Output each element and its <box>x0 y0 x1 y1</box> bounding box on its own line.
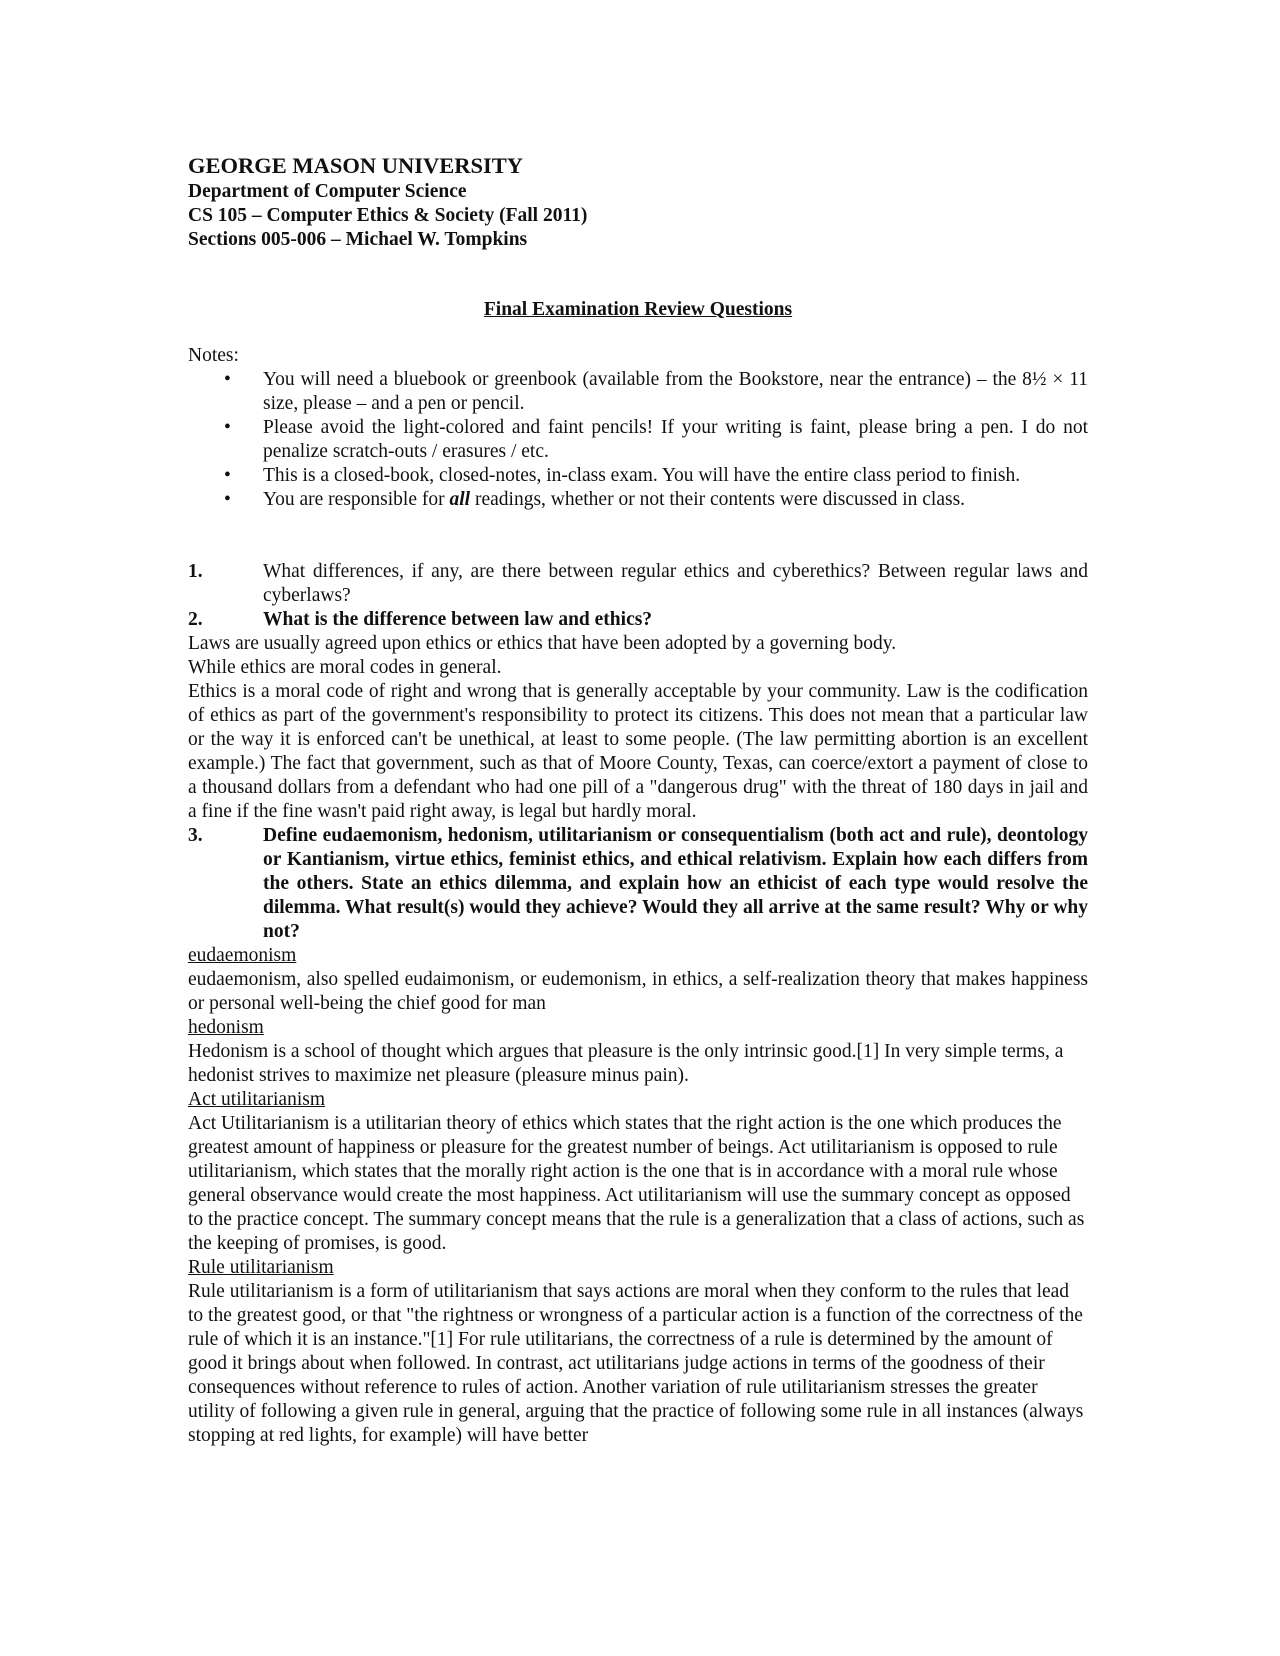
question-text: What differences, if any, are there between regular ethics and cyberethics? Between regular laws and cyberlaws? <box>263 561 1088 606</box>
university-name: GEORGE MASON UNIVERSITY <box>188 153 524 178</box>
note-item <box>188 488 1088 512</box>
question-text: Define eudaemonism, hedonism, utilitarianism or consequentialism (both act and rule), deontology or Kantianism, virtue ethics, feminist ethics, and ethical relativism. Explain how each differs from the others. State an ethics dilemma, and explain how an ethicist of each type would resolve the dilemma. What result(s) would they achieve? Would they all arrive at the same result? Why or why not? <box>263 825 1088 942</box>
spacer <box>188 512 1088 560</box>
answer-paragraph: Ethics is a moral code of right and wrong that is generally acceptable by your community. Law is the codification of ethics as part of the government's responsibility to protect its citizens. This does not mean that a particular law or the way it is enforced can't be unethical, at least to some people. (The law permitting abortion is an excellent example.) The fact that government, such as that of Moore County, Texas, can coerce/extort a payment of close to a thousand dollars from a defendant who had one pill of a "dangerous drug" with the threat of 180 days in jail and a fine if the fine wasn't paid right away, is legal but hardly moral. <box>188 681 1088 822</box>
note-emphasis: all <box>449 489 471 510</box>
question-2 <box>188 608 1088 632</box>
note-text: This is a closed-book, closed-notes, in-class exam. You will have the entire class period to finish. <box>263 465 1021 486</box>
question-text: What is the difference between law and ethics? <box>263 609 653 630</box>
course-name: CS 105 – Computer Ethics & Society (Fall 2011) <box>188 205 588 226</box>
term-definition: Rule utilitarianism is a form of utilitarianism that says actions are moral when they conform to the rules that lead to the greatest good, or that "the rightness or wrongness of a particular action is a function of the correctness of the rule of which it is an instance."[1] For rule utilitarians, the correctness of a rule is determined by the amount of good it brings about when followed. In contrast, act utilitarians judge actions in terms of the goodness of their consequences without reference to rules of action. Another variation of rule utilitarianism stresses the greater utility of following a given rule in general, arguing that the practice of following some rule in all instances (always stopping at red lights, for example) will have better <box>188 1281 1084 1446</box>
notes-list <box>188 368 1088 512</box>
bullet-icon: • <box>224 417 231 438</box>
department-name: Department of Computer Science <box>188 181 467 202</box>
note-text: Please avoid the light-colored and faint pencils! If your writing is faint, please bring a pen. I do not penalize scratch-outs / erasures / etc. <box>263 417 1088 462</box>
note-item <box>188 368 1088 416</box>
term-definition: eudaemonism, also spelled eudaimonism, or eudemonism, in ethics, a self-realization theory that makes happiness or personal well-being the chief good for man <box>188 969 1088 1014</box>
bullet-icon: • <box>224 489 231 510</box>
term-heading: Act utilitarianism <box>188 1089 326 1110</box>
bullet-icon: • <box>224 369 231 390</box>
note-text-after: readings, whether or not their contents were discussed in class. <box>470 489 966 510</box>
term-definition: Hedonism is a school of thought which argues that pleasure is the only intrinsic good.[1] In very simple terms, a hedonist strives to maximize net pleasure (pleasure minus pain). <box>188 1041 1064 1086</box>
term-definition: Act Utilitarianism is a utilitarian theory of ethics which states that the right action is the one which produces the greatest amount of happiness or pleasure for the greatest number of beings. Act utilitarianism is opposed to rule utilitarianism, which states that the morally right action is the one that is in accordance with a moral rule whose general observance would create the most happiness. Act utilitarianism will use the summary concept as opposed to the practice concept. The summary concept means that the rule is a generalization that a class of actions, such as the keeping of promises, is good. <box>188 1113 1085 1254</box>
notes-label: Notes: <box>188 345 239 366</box>
bullet-icon: • <box>224 465 231 486</box>
document-page <box>188 152 1088 1448</box>
note-item <box>188 416 1088 464</box>
note-item <box>188 464 1088 488</box>
term-heading: eudaemonism <box>188 945 297 966</box>
note-text: You will need a bluebook or greenbook (available from the Bookstore, near the entrance) – the 8½ × 11 size, please – and a pen or pencil. <box>263 369 1088 414</box>
question-number: 1. <box>188 561 203 582</box>
question-1 <box>188 560 1088 608</box>
question-number: 3. <box>188 825 203 846</box>
term-heading: hedonism <box>188 1017 264 1038</box>
answer-paragraph: Laws are usually agreed upon ethics or ethics that have been adopted by a governing body. <box>188 633 897 654</box>
question-number: 2. <box>188 609 203 630</box>
note-text-before: You are responsible for <box>263 489 450 510</box>
sections-line: Sections 005-006 – Michael W. Tompkins <box>188 229 528 250</box>
document-title: Final Examination Review Questions <box>483 299 793 320</box>
question-3 <box>188 824 1088 944</box>
term-heading: Rule utilitarianism <box>188 1257 334 1278</box>
answer-paragraph: While ethics are moral codes in general. <box>188 657 502 678</box>
